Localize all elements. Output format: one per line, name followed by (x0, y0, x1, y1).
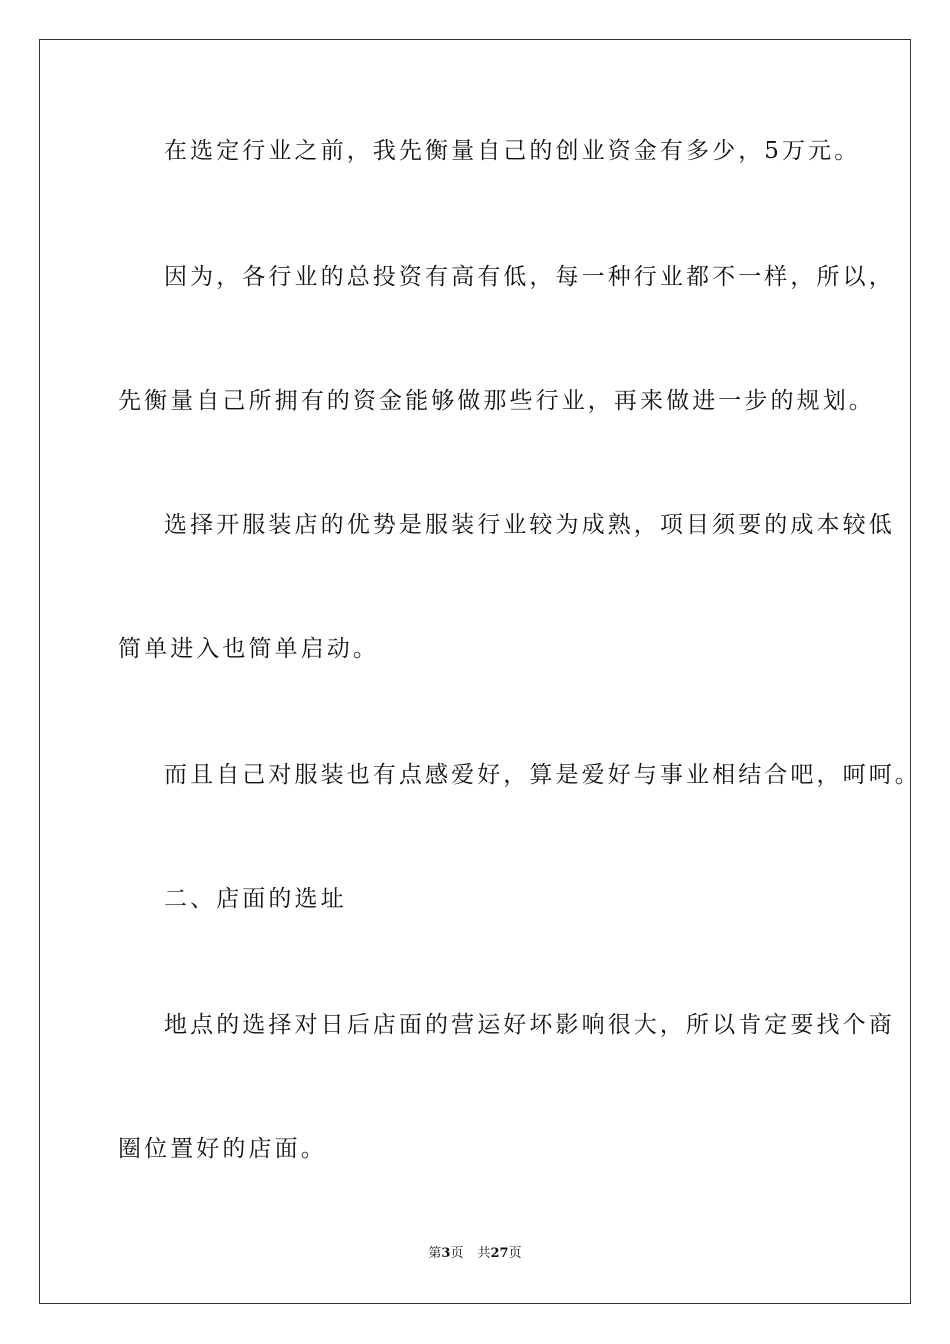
page-suffix: 页 (450, 1246, 464, 1261)
section-heading: 二、店面的选址 (164, 886, 347, 912)
total-pages-number: 27 (490, 1246, 509, 1261)
page-footer (0, 1246, 950, 1262)
total-prefix: 共 (477, 1246, 491, 1261)
paragraph-line: 而且自己对服装也有点感爱好，算是爱好与事业相结合吧，呵呵。 (164, 762, 921, 788)
paragraph-line: 地点的选择对日后店面的营运好坏影响很大，所以肯定要找个商 (164, 1012, 895, 1038)
page-border (39, 39, 911, 1304)
paragraph-line: 因为，各行业的总投资有高有低，每一种行业都不一样，所以， (164, 264, 895, 290)
paragraph-line: 在选定行业之前，我先衡量自己的创业资金有多少，5万元。 (164, 138, 861, 164)
current-page-number: 3 (441, 1246, 451, 1261)
paragraph-line: 先衡量自己所拥有的资金能够做那些行业，再来做进一步的规划。 (118, 388, 875, 414)
paragraph-line: 简单进入也简单启动。 (118, 636, 379, 662)
paragraph-line: 选择开服装店的优势是服装行业较为成熟，项目须要的成本较低 (164, 512, 895, 538)
page-prefix: 第 (428, 1246, 442, 1261)
paragraph-line: 圈位置好的店面。 (118, 1136, 327, 1162)
total-suffix: 页 (508, 1246, 522, 1261)
